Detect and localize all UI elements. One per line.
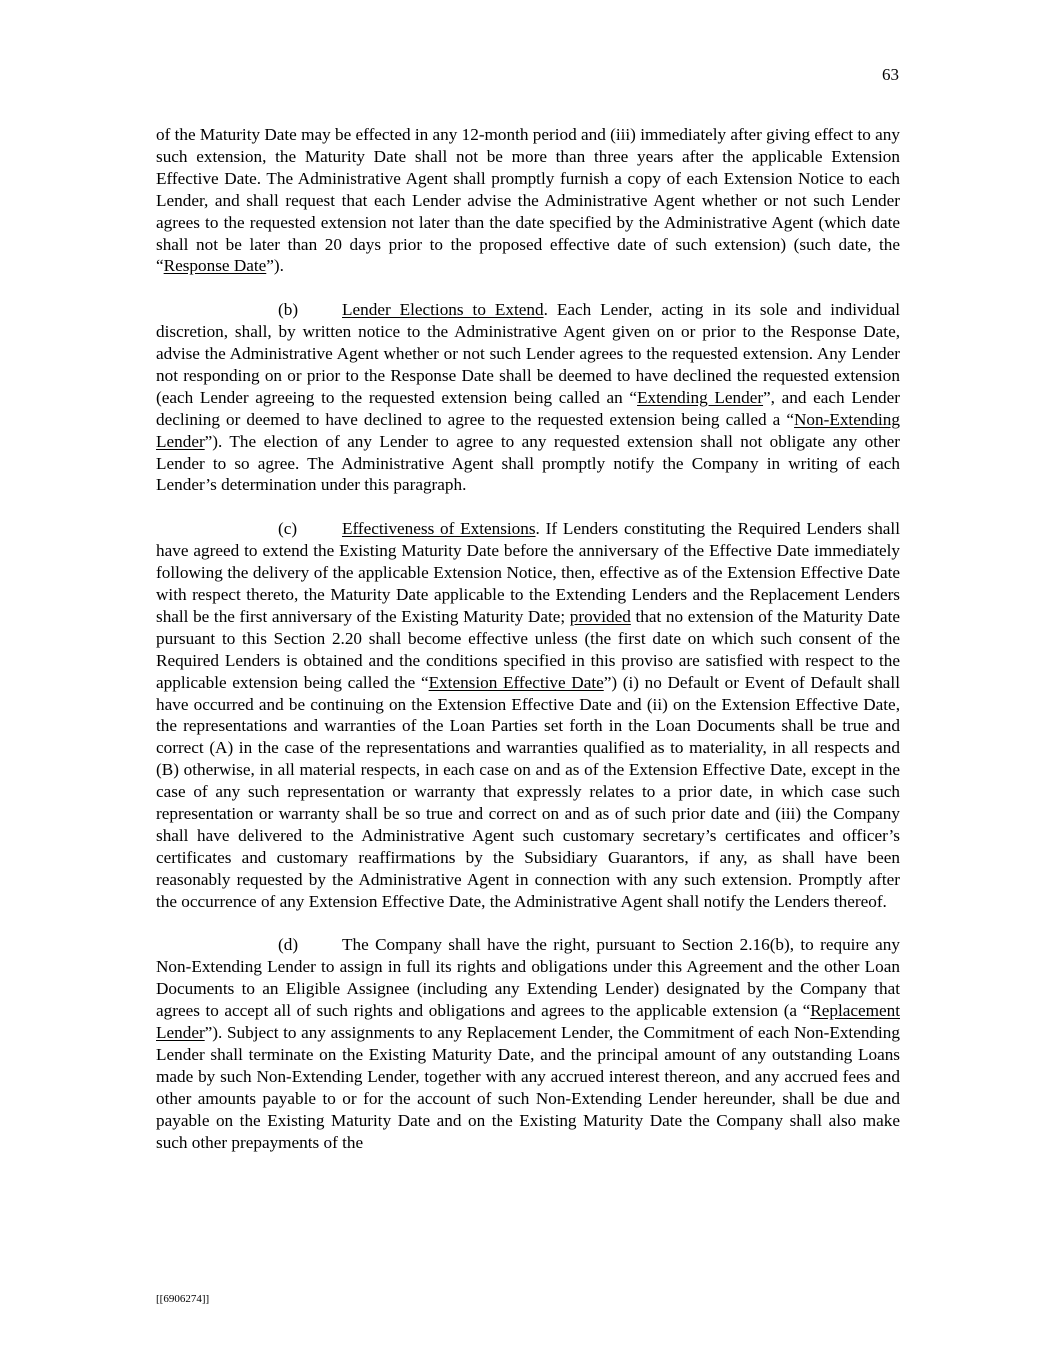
page-number: 63 — [882, 65, 899, 84]
paragraph-a-continuation — [156, 124, 900, 277]
text-run: ”). — [266, 256, 284, 276]
footer-document-id: [[6906274]] — [156, 1293, 210, 1305]
defined-term-non-extending-lender: Non-Extending Lender — [156, 409, 900, 451]
paragraph-b — [156, 299, 900, 496]
paragraph-label: (b) — [278, 300, 299, 320]
text-run: . Each Lender, acting in its sole and individual discretion, shall, by written notice to the Administrative Agent given on or prior to the Response Date, advise the Administrative Agent whether or not such Lender agrees to the requested extension. Any Lender not responding on or prior to the Response Date shall be deemed to have declined the requested extension (each Lender agreeing to the requested extension being called an “ — [156, 300, 900, 407]
body-text — [156, 124, 900, 1175]
text-run: of the Maturity Date may be effected in any 12-month period and (iii) immediately after giving effect to any such extension, the Maturity Date shall not be more than three years after the applicable Extension Effective Date. The Administrative Agent shall promptly furnish a copy of each Extension Notice to each Lender, and shall request that each Lender advise the Administrative Agent whether or not such Lender agrees to the requested extension not later than the date specified by the Administrative Agent (which date shall not be later than 20 days prior to the proposed effective date of such extension) (such date, the “ — [156, 125, 900, 276]
text-run: ”, and each Lender declining or deemed to have declined to agree to the requested extension being called a “ — [156, 387, 900, 429]
paragraph-d — [156, 934, 900, 1153]
text-run: ”). The election of any Lender to agree to any requested extension shall not obligate any other Lender to so agree. The Administrative Agent shall promptly notify the Company in writing of each Lender’s determination under this paragraph. — [156, 431, 900, 495]
defined-term-response-date: Response Date — [163, 256, 267, 276]
section-heading: Lender Elections to Extend — [342, 300, 544, 320]
paragraph-label: (d) — [278, 935, 299, 955]
term-provided: provided — [569, 606, 631, 626]
text-run: ”). Subject to any assignments to any Replacement Lender, the Commitment of each Non-Extending Lender shall terminate on the Existing Maturity Date, and the principal amount of any outstanding Loans made by such Non-Extending Lender, together with any accrued interest thereon, and any accrued fees and other amounts payable to or for the account of such Non-Extending Lender hereunder, shall be due and payable on the Existing Maturity Date and on the Existing Maturity Date the Company shall also make such other prepayments of the — [156, 1023, 900, 1152]
section-heading: Effectiveness of Extensions — [342, 519, 536, 539]
defined-term-extension-effective-date: Extension Effective Date — [428, 672, 604, 692]
text-run: . If Lenders constituting the Required Lenders shall have agreed to extend the Existing Maturity Date before the anniversary of the Effective Date immediately following the delivery of the applicable Extension Notice, then, effective as of the Extension Effective Date with respect thereto, the Maturity Date applicable to the Extending Lenders and the Replacement Lenders shall be the first anniversary of the Existing Maturity Date; — [156, 519, 900, 626]
text-run: that no extension of the Maturity Date pursuant to this Section 2.20 shall become effective unless (the first date on which such consent of the Required Lenders is obtained and the conditions specified in this proviso are satisfied with respect to the applicable extension being called the “ — [156, 606, 900, 692]
paragraph-c — [156, 518, 900, 912]
paragraph-label: (c) — [278, 519, 298, 539]
text-run: ”) (i) no Default or Event of Default shall have occurred and be continuing on the Extension Effective Date and (ii) on the Extension Effective Date, the representations and warranties of the Loan Parties set forth in the Loan Documents shall be true and correct (A) in the case of the representations and warranties qualified as to materiality, in all respects and (B) otherwise, in all material respects, in each case on and as of the Extension Effective Date, except in the case of any such representation or warranty that expressly relates to a prior date, in which case such representation or warranty shall be so true and correct on and as of such prior date and (iii) the Company shall have delivered to the Administrative Agent such customary secretary’s certificates and officer’s certificates and customary reaffirmations by the Subsidiary Guarantors, if any, as shall have been reasonably requested by the Administrative Agent in connection with any such extension. Promptly after the occurrence of any Extension Effective Date, the Administrative Agent shall notify the Lenders thereof. — [156, 672, 900, 911]
defined-term-extending-lender: Extending Lender — [637, 387, 764, 407]
text-run: The Company shall have the right, pursuant to Section 2.16(b), to require any Non-Extending Lender to assign in full its rights and obligations under this Agreement and the other Loan Documents to an Eligible Assignee (including any Extending Lender) designated by the Company that agrees to accept all of such rights and obligations and agrees to the applicable extension (a “ — [156, 935, 900, 1021]
defined-term-replacement-lender: Replacement Lender — [156, 1001, 900, 1043]
